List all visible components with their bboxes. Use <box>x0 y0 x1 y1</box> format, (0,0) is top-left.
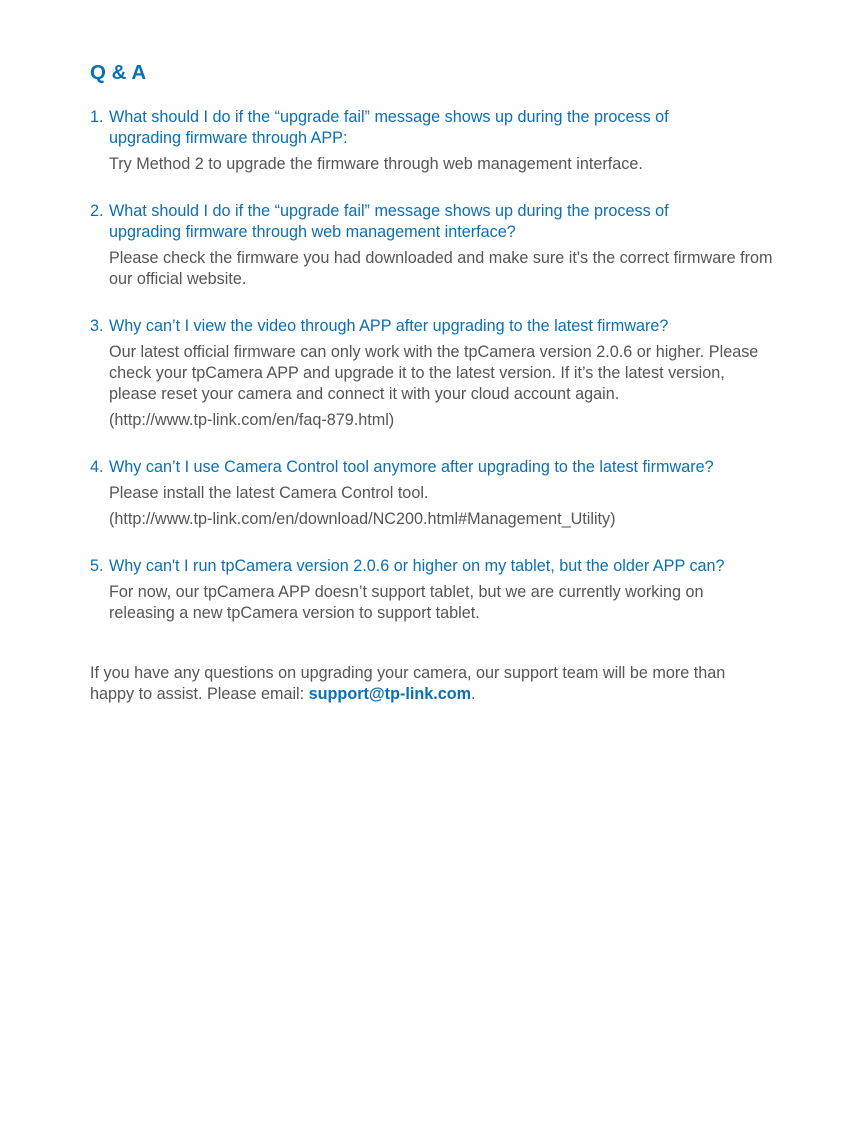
answer-text: Please check the firmware you had downloaded and make sure it's the correct firmware from our official website. <box>109 249 773 288</box>
qa-list <box>90 107 780 624</box>
download-link-text: (http://www.tp-link.com/en/download/NC200.html#Management_Utility) <box>109 510 616 528</box>
answer-text: Try Method 2 to upgrade the firmware through web management interface. <box>109 155 643 173</box>
closing-end: . <box>471 685 476 703</box>
faq-link-text: (http://www.tp-link.com/en/faq-879.html) <box>109 411 395 429</box>
qa-item-5 <box>90 556 780 624</box>
answer-text: Our latest official firmware can only work with the tpCamera version 2.0.6 or higher. Please check your tpCamera APP and upgrade it to the latest version. If it’s the latest version, please reset your camera and connect it with your cloud account again. <box>109 343 759 403</box>
question-number: 1. <box>90 108 104 126</box>
page-title: Q & A <box>90 61 147 84</box>
question-text: Why can’t I use Camera Control tool anymore after upgrading to the latest firmware? <box>109 458 714 476</box>
question-text: Why can’t I view the video through APP after upgrading to the latest firmware? <box>109 317 669 335</box>
question-text: What should I do if the “upgrade fail” message shows up during the process of upgrading firmware through web management interface? <box>109 202 669 241</box>
qa-item-2 <box>90 201 780 290</box>
closing-text: If you have any questions on upgrading your camera, our support team will be more than happy to assist. Please email: <box>90 664 726 703</box>
answer-text: Please install the latest Camera Control tool. <box>109 484 429 502</box>
document-page <box>90 60 780 705</box>
question-number: 5. <box>90 557 104 575</box>
answer-text: For now, our tpCamera APP doesn’t support tablet, but we are currently working on releasing a new tpCamera version to support tablet. <box>109 583 704 622</box>
support-email-link[interactable]: support@tp-link.com <box>308 685 472 703</box>
question-number: 2. <box>90 202 104 220</box>
question-number: 3. <box>90 317 104 335</box>
question-text: Why can't I run tpCamera version 2.0.6 or higher on my tablet, but the older APP can? <box>109 557 725 575</box>
question-text: What should I do if the “upgrade fail” message shows up during the process of upgrading firmware through APP: <box>109 108 669 147</box>
qa-item-3 <box>90 316 780 431</box>
qa-item-4 <box>90 457 780 530</box>
qa-item-1 <box>90 107 780 175</box>
question-number: 4. <box>90 458 104 476</box>
closing-paragraph <box>90 650 770 705</box>
